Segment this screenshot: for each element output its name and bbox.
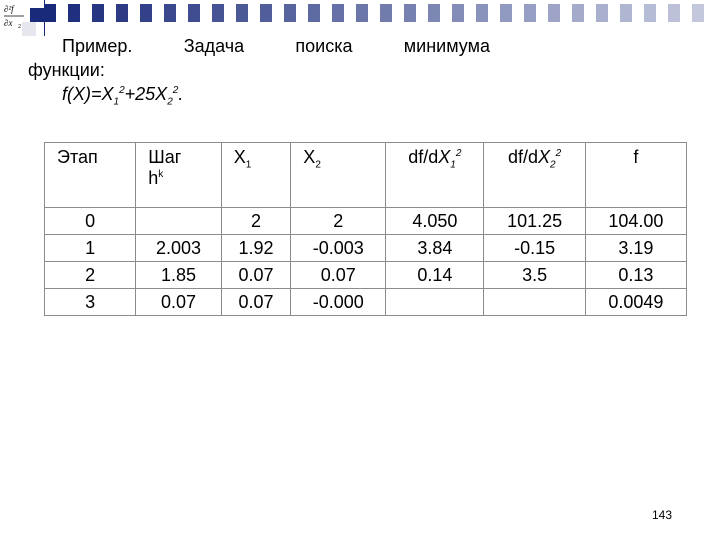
header-step: Шаг $h^k$	[136, 143, 221, 208]
table-row	[45, 235, 687, 262]
header-dfdx2: $df/dX_2^2$	[484, 143, 585, 208]
table-cell: -0.000	[291, 289, 386, 316]
stripe-cell	[404, 4, 416, 22]
table-cell: 0.07	[291, 262, 386, 289]
iteration-table	[44, 142, 687, 316]
stripe-cell	[668, 4, 680, 22]
stripe-cell	[260, 4, 272, 22]
stripe-cell	[680, 4, 692, 22]
stripe-cell	[212, 4, 224, 22]
stripe-cell	[296, 4, 308, 22]
stripe-cell	[416, 4, 428, 22]
stripe-cell	[272, 4, 284, 22]
table-cell: -0.003	[291, 235, 386, 262]
table-cell: 3.84	[386, 235, 484, 262]
stripe-cell	[428, 4, 440, 22]
table-row	[45, 262, 687, 289]
stripe-cell	[284, 4, 296, 22]
table-row	[45, 289, 687, 316]
stripe-cell	[704, 4, 716, 22]
stripe-cell	[656, 4, 668, 22]
header-stage: Этап	[45, 143, 136, 208]
stripe-cell	[128, 4, 140, 22]
stripe-cell	[452, 4, 464, 22]
header-f: f	[585, 143, 686, 208]
stripe-cell	[308, 4, 320, 22]
table-cell	[136, 208, 221, 235]
svg-text:2: 2	[18, 24, 21, 30]
stripe-cell	[524, 4, 536, 22]
intro-line-1	[28, 34, 490, 58]
header-stripe-bar	[44, 4, 720, 22]
intro-line-2: функции:	[28, 60, 105, 80]
table-cell: 3.5	[484, 262, 585, 289]
table-cell: 2	[45, 262, 136, 289]
table-cell: 4.050	[386, 208, 484, 235]
table-cell: 2	[221, 208, 291, 235]
table-cell	[386, 289, 484, 316]
stripe-cell	[500, 4, 512, 22]
stripe-cell	[176, 4, 188, 22]
stripe-cell	[116, 4, 128, 22]
stripe-cell	[200, 4, 212, 22]
table-cell: 0.0049	[585, 289, 686, 316]
stripe-cell	[440, 4, 452, 22]
table-cell: 0	[45, 208, 136, 235]
table-cell: -0.15	[484, 235, 585, 262]
stripe-cell	[512, 4, 524, 22]
stripe-cell	[620, 4, 632, 22]
table-cell: 3	[45, 289, 136, 316]
stripe-cell	[188, 4, 200, 22]
header-dfdx1: $df/dX_1^2$	[386, 143, 484, 208]
stripe-cell	[224, 4, 236, 22]
table-cell: 0.07	[221, 262, 291, 289]
stripe-cell	[44, 4, 56, 22]
table-cell: 104.00	[585, 208, 686, 235]
table-cell	[484, 289, 585, 316]
stripe-cell	[344, 4, 356, 22]
stripe-cell	[644, 4, 656, 22]
stripe-cell	[356, 4, 368, 22]
stripe-cell	[164, 4, 176, 22]
stripe-cell	[488, 4, 500, 22]
table-cell: 3.19	[585, 235, 686, 262]
stripe-cell	[632, 4, 644, 22]
table-cell: 1.92	[221, 235, 291, 262]
stripe-cell	[56, 4, 68, 22]
stripe-cell	[92, 4, 104, 22]
stripe-cell	[464, 4, 476, 22]
intro-word: Пример.	[62, 36, 133, 56]
stripe-cell	[596, 4, 608, 22]
header-square-dark	[30, 8, 44, 22]
stripe-cell	[548, 4, 560, 22]
stripe-cell	[380, 4, 392, 22]
stripe-cell	[104, 4, 116, 22]
stripe-cell	[536, 4, 548, 22]
header-x2: $X_2$	[291, 143, 386, 208]
intro-word: поиска	[295, 36, 353, 56]
intro-word: минимума	[403, 36, 490, 56]
stripe-cell	[572, 4, 584, 22]
stripe-cell	[560, 4, 572, 22]
stripe-cell	[80, 4, 92, 22]
stripe-cell	[248, 4, 260, 22]
stripe-cell	[332, 4, 344, 22]
stripe-cell	[476, 4, 488, 22]
stripe-cell	[608, 4, 620, 22]
table-cell: 0.07	[136, 289, 221, 316]
page-number: 143	[652, 508, 673, 522]
intro-word: Задача	[183, 36, 245, 56]
stripe-cell	[368, 4, 380, 22]
table-cell: 2.003	[136, 235, 221, 262]
table-cell: 2	[291, 208, 386, 235]
intro-text	[28, 34, 490, 82]
stripe-cell	[68, 4, 80, 22]
table-header-row	[45, 143, 687, 208]
stripe-cell	[692, 4, 704, 22]
stripe-cell	[320, 4, 332, 22]
table-cell: 1.85	[136, 262, 221, 289]
header-x1: $X_1$	[221, 143, 291, 208]
table-row	[45, 208, 687, 235]
objective-function: $f(X)=X_1^2+25X_2^2$.	[62, 84, 184, 108]
table-cell: 0.13	[585, 262, 686, 289]
stripe-cell	[584, 4, 596, 22]
stripe-cell	[236, 4, 248, 22]
table-cell: 101.25	[484, 208, 585, 235]
table-cell: 0.07	[221, 289, 291, 316]
stripe-cell	[152, 4, 164, 22]
stripe-cell	[392, 4, 404, 22]
svg-text:∂x: ∂x	[4, 18, 13, 28]
table-cell: 1	[45, 235, 136, 262]
svg-text:∂²f: ∂²f	[4, 4, 14, 14]
table-cell: 0.14	[386, 262, 484, 289]
stripe-cell	[140, 4, 152, 22]
